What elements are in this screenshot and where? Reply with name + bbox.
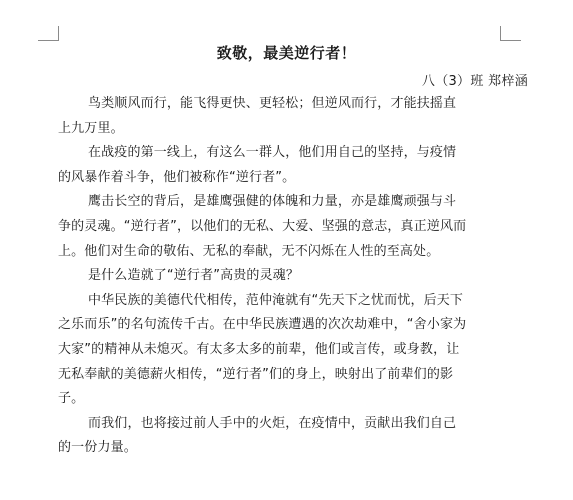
text-line: 在战疫的第一线上，有这么一群人，他们用自己的坚持，与疫情 bbox=[88, 145, 457, 161]
text-line: 大家”的精神从未熄灭。有太多太多的前辈，他们或言传，或身教，让 bbox=[58, 341, 460, 357]
text-line: 争的灵魂。“逆行者”，以他们的无私、大爱、坚强的意志，真正逆风而 bbox=[58, 218, 467, 234]
text-line: 鹰击长空的背后，是雄鹰强健的体魄和力量，亦是雄鹰顽强与斗 bbox=[88, 194, 457, 210]
text-line: 的一份力量。 bbox=[58, 440, 137, 456]
page-corner-mark-top-left bbox=[38, 26, 59, 41]
text-line: 之乐而乐”的名句流传千古。在中华民族遭遇的次次劫难中，“舍小家为 bbox=[58, 317, 467, 333]
document-title: 致敬，最美逆行者！ bbox=[216, 44, 357, 62]
text-line: 是什么造就了“逆行者”高贵的灵魂？ bbox=[88, 268, 300, 284]
essay-body bbox=[58, 92, 510, 461]
author-line: 八（3）班 郑梓涵 bbox=[421, 74, 528, 89]
text-line: 而我们，也将接过前人手中的火炬，在疫情中，贡献出我们自己 bbox=[88, 415, 457, 431]
text-line: 鸟类顺风而行，能飞得更快、更轻松；但逆风而行，才能扶摇直 bbox=[88, 96, 457, 111]
text-line: 上。他们对生命的敬佑、无私的奉献，无不闪烁在人性的至高处。 bbox=[58, 243, 440, 259]
text-line: 的风暴作着斗争，他们被称作“逆行者”。 bbox=[58, 169, 296, 185]
text-line: 上九万里。 bbox=[58, 120, 124, 136]
text-line: 无私奉献的美德薪火相传，“逆行者”们的身上，映射出了前辈们的影 bbox=[58, 366, 454, 382]
page-corner-mark-top-right bbox=[500, 26, 521, 41]
text-line: 子。 bbox=[58, 391, 85, 407]
text-line: 中华民族的美德代代相传，范仲淹就有“先天下之忧而忧，后天下 bbox=[88, 292, 464, 308]
